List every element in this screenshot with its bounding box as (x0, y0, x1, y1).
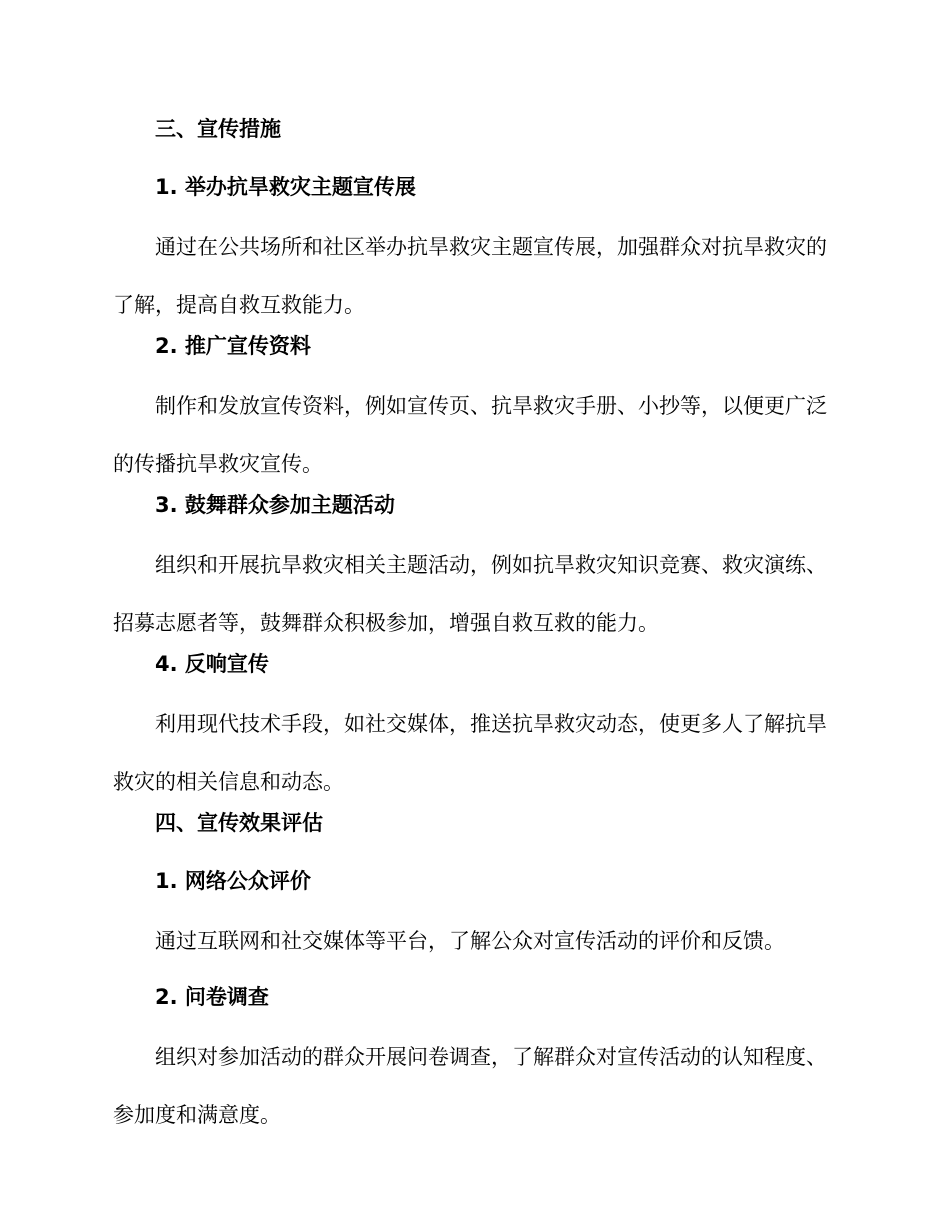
paragraph-activities: 组织和开展抗旱救灾相关主题活动，例如抗旱救灾知识竞赛、救灾演练、招募志愿者等，鼓舞群众积极参加，增强自救互救的能力。 (113, 553, 827, 635)
subheading-materials: 2. 推广宣传资料 (155, 334, 311, 358)
paragraph-feedback-publicity: 利用现代技术手段，如社交媒体，推送抗旱救灾动态，使更多人了解抗旱救灾的相关信息和动态。 (113, 712, 827, 794)
paragraph-exhibition: 通过在公共场所和社区举办抗旱救灾主题宣传展，加强群众对抗旱救灾的了解，提高自救互救能力。 (113, 235, 827, 317)
paragraph-questionnaire: 组织对参加活动的群众开展问卷调查，了解群众对宣传活动的认知程度、参加度和满意度。 (113, 1045, 827, 1127)
paragraph-materials: 制作和发放宣传资料，例如宣传页、抗旱救灾手册、小抄等，以便更广泛的传播抗旱救灾宣传。 (113, 394, 827, 476)
subheading-activities: 3. 鼓舞群众参加主题活动 (155, 493, 395, 517)
section-heading-publicity-measures: 三、宣传措施 (155, 117, 281, 141)
section-heading-evaluation: 四、宣传效果评估 (155, 811, 323, 835)
subheading-questionnaire: 2. 问卷调查 (155, 985, 269, 1009)
paragraph-online-evaluation: 通过互联网和社交媒体等平台，了解公众对宣传活动的评价和反馈。 (155, 929, 785, 953)
subheading-feedback-publicity: 4. 反响宣传 (155, 652, 269, 676)
subheading-online-evaluation: 1. 网络公众评价 (155, 869, 311, 893)
subheading-exhibition: 1. 举办抗旱救灾主题宣传展 (155, 175, 416, 199)
